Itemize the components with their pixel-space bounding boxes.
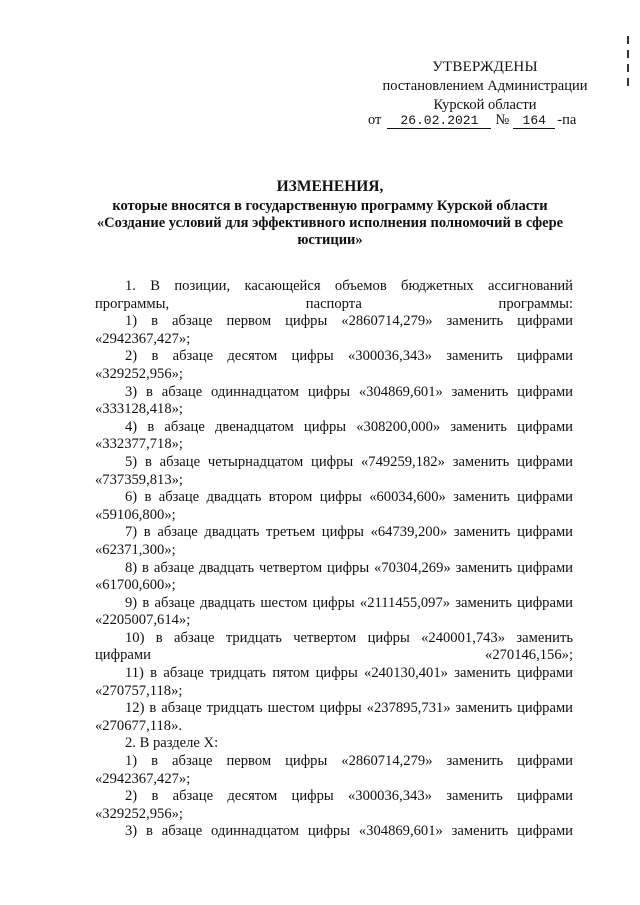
number-label: №: [495, 112, 510, 128]
paragraph-item: 1) в абзаце первом цифры «2860714,279» заменить цифрами «2942367,427»;: [95, 313, 573, 347]
approval-line-1: постановлением Администрации: [382, 78, 588, 94]
document-title: [70, 178, 590, 249]
paragraph-item: 8) в абзаце двадцать четвертом цифры «70304,269» заменить цифрами «61700,600»;: [95, 559, 573, 594]
approval-heading: УТВЕРЖДЕНЫ: [432, 59, 538, 75]
approval-stamp: [360, 58, 610, 115]
paragraph-item: 2) в абзаце десятом цифры «300036,343» заменить цифрами «329252,956»;: [95, 348, 573, 382]
paragraph-item: 11) в абзаце тридцать пятом цифры «240130,401» заменить цифрами «270757,118»;: [95, 665, 573, 699]
approval-date-line: [368, 112, 576, 129]
paragraph-section-2: 2. В разделе X:: [125, 735, 219, 752]
approval-line-2: Курской области: [433, 97, 537, 113]
paragraph-item: 10) в абзаце тридцать четвертом цифры «240001,743» заменить цифрами «270146,156»;: [95, 629, 573, 664]
scan-edge-marks: [624, 30, 632, 130]
paragraph-item: 7) в абзаце двадцать третьем цифры «64739,200» заменить цифрами «62371,300»;: [95, 524, 573, 558]
paragraph-item: 1) в абзаце первом цифры «2860714,279» заменить цифрами «2942367,427»;: [95, 753, 573, 787]
paragraph-item: 9) в абзаце двадцать шестом цифры «2111455,097» заменить цифрами «2205007,614»;: [95, 594, 573, 629]
paragraph-item: 4) в абзаце двенадцатом цифры «308200,000» заменить цифрами «332377,718»;: [95, 418, 573, 453]
title-line-3: юстиции»: [297, 232, 363, 248]
title-line-2: «Создание условий для эффективного исполнения полномочий в сфере: [96, 215, 564, 231]
paragraph-item: 3) в абзаце одиннадцатом цифры «304869,601» заменить цифрами «333128,418»;: [95, 383, 573, 418]
title-main: ИЗМЕНЕНИЯ,: [276, 178, 384, 195]
paragraph-item: 3) в абзаце одиннадцатом цифры «304869,601» заменить цифрами: [125, 823, 573, 840]
number-suffix: -па: [557, 112, 577, 128]
from-label: от: [368, 112, 382, 128]
paragraph-section-1: 1. В позиции, касающейся объемов бюджетных ассигнований программы, паспорта программы:: [95, 278, 573, 312]
approval-number: 164: [513, 113, 555, 129]
approval-date: 26.02.2021: [387, 113, 491, 129]
document-body: [95, 278, 573, 841]
paragraph-item: 12) в абзаце тридцать шестом цифры «237895,731» заменить цифрами «270677,118».: [95, 700, 573, 734]
paragraph-item: 5) в абзаце четырнадцатом цифры «749259,182» заменить цифрами «737359,813»;: [95, 453, 573, 488]
title-line-1: которые вносятся в государственную программу Курской области: [112, 198, 548, 214]
paragraph-item: 2) в абзаце десятом цифры «300036,343» заменить цифрами «329252,956»;: [95, 788, 573, 822]
paragraph-item: 6) в абзаце двадцать втором цифры «60034,600» заменить цифрами «59106,800»;: [95, 489, 573, 523]
